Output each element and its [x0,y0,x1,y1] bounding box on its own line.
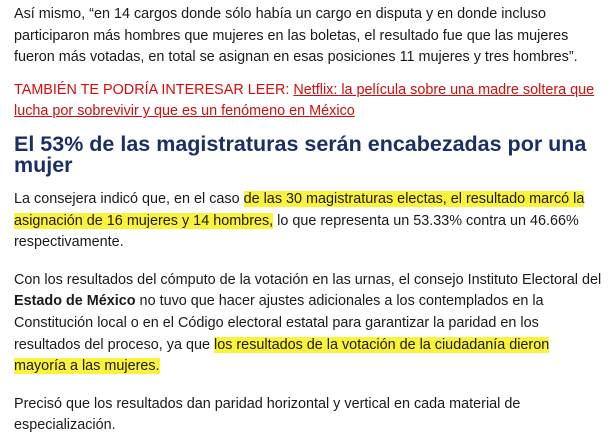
paragraph-2-text-after: lo que representa un 53.33% contra un 46.66% respectivamente. [14,212,579,251]
intro-paragraph: Así mismo, “en 14 cargos donde sólo había un cargo en disputa y en donde incluso participaron más hombres que mujeres en las boletas, el resultado fue que las mujeres fueron más votadas, en total se asignan en esas posiciones 11 mujeres y tres hombres”. [14,6,578,66]
highlighted-text: los resultados de la votación de la ciudadanía dieron mayoría a las mujeres. [14,336,550,375]
section-heading: El 53% de las magistraturas serán encabezadas por una mujer [14,131,587,177]
paragraph-paridad: Precisó que los resultados dan paridad horizontal y vertical en cada material de especialización. [14,395,521,434]
highlighted-text: de las 30 magistraturas electas, el resultado marcó la asignación de 16 mujeres y 14 hombres, [14,190,585,229]
article-body [14,4,604,437]
related-label: TAMBIÉN TE PODRÍA INTERESAR LEER: [14,81,290,98]
paragraph-2-text-before: La consejera indicó que, en el caso [14,190,244,207]
related-article-block [14,80,604,123]
paragraph-magistraturas [14,189,604,254]
paragraph-resultados [14,270,604,378]
paragraph-3-text-before: Con los resultados del cómputo de la votación en las urnas, el consejo Instituto Electoral del [14,271,602,288]
paragraph-3-text-middle: no tuvo que hacer ajustes adicionales a los contemplados en la Constitución local o en el Código electoral estatal para garantizar la paridad en los resultados del proceso, ya que [14,293,544,353]
bold-estado-de-mexico: Estado de México [14,293,136,310]
related-article-link[interactable]: Netflix: la película sobre una madre soltera que lucha por sobrevivir y que es un fenómeno en México [14,81,595,120]
